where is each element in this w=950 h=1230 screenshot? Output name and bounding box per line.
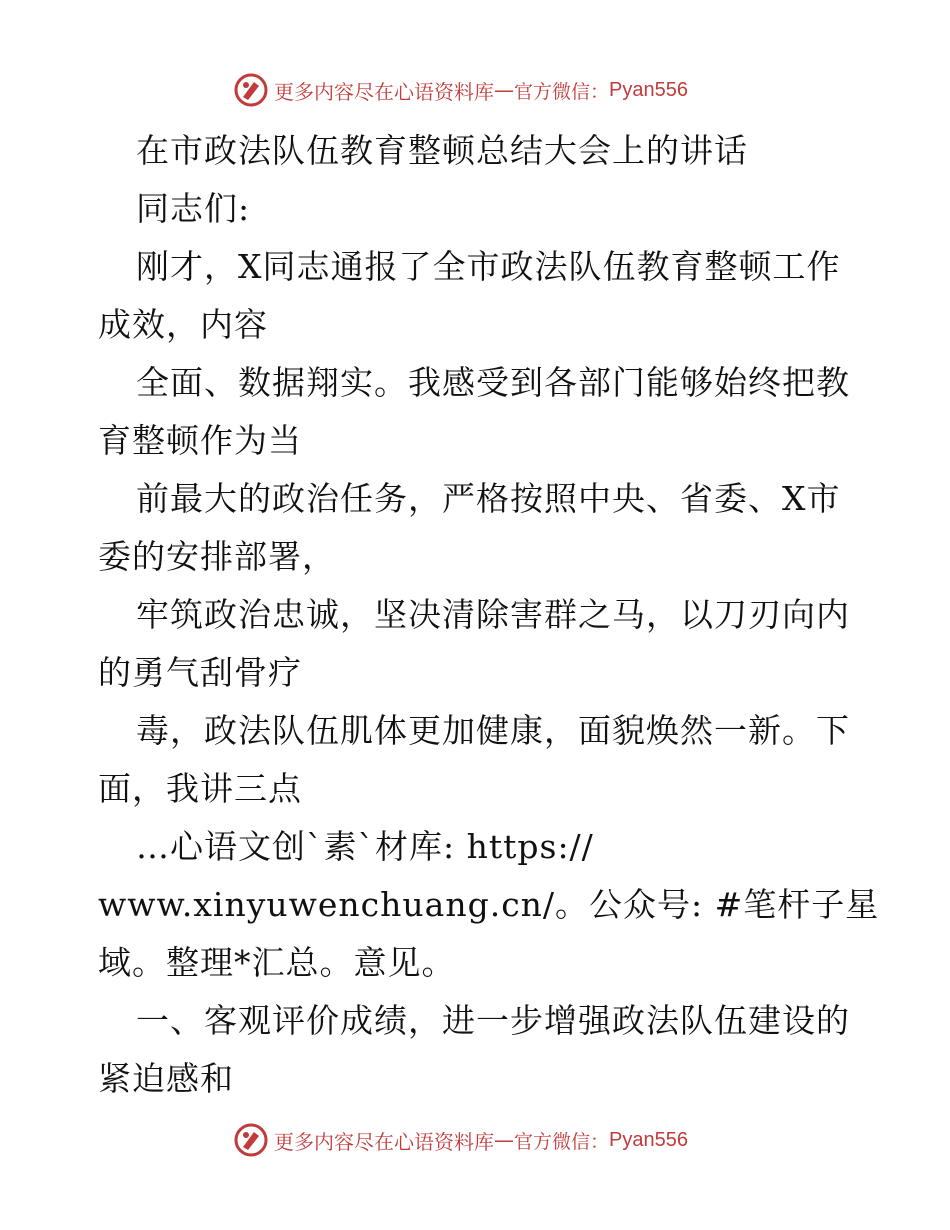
banner-wechat-label: 官方微信： <box>514 80 610 103</box>
text-line: 委的安排部署， <box>98 537 336 576</box>
text-line: 面，我讲三点 <box>98 769 302 808</box>
banner-brand: 更多内容尽在心语资料库 <box>274 1129 494 1154</box>
text-line: 域。整理*汇总。意见。 <box>98 943 456 982</box>
text-line: 刚才，X同志通报了全市政法队伍教育整顿工作 <box>136 247 841 286</box>
footer-banner <box>234 1122 688 1158</box>
banner-wechat-id: Pyan556 <box>609 1128 688 1151</box>
banner-wechat-id: Pyan556 <box>609 78 688 101</box>
banner-dash: — <box>494 1128 514 1152</box>
document-title: 在市政法队伍教育整顿总结大会上的讲话 <box>136 131 748 170</box>
brand-logo-icon <box>234 73 268 107</box>
banner-dash: — <box>494 78 514 102</box>
text-line: 育整顿作为当 <box>98 421 302 460</box>
text-line: 的勇气刮骨疗 <box>98 653 302 692</box>
text-line: 成效，内容 <box>98 305 268 344</box>
paragraph-lines <box>98 238 880 1108</box>
banner-brand: 更多内容尽在心语资料库 <box>274 79 494 104</box>
text-line: 一、客观评价成绩，进一步增强政法队伍建设的 <box>136 1001 850 1040</box>
text-line: …心语文创`素`材库: https:// <box>136 827 594 866</box>
header-banner <box>234 72 688 108</box>
document-body <box>98 122 880 1108</box>
text-line: 牢筑政治忠诚，坚决清除害群之马，以刀刃向内 <box>136 595 850 634</box>
brand-logo-icon <box>234 1123 268 1157</box>
text-line: 紧迫感和 <box>98 1059 234 1098</box>
text-line: 毒，政法队伍肌体更加健康，面貌焕然一新。下 <box>136 711 850 750</box>
text-line: 全面、数据翔实。我感受到各部门能够始终把教 <box>136 363 850 402</box>
greeting: 同志们: <box>136 189 251 228</box>
banner-wechat-label: 官方微信： <box>514 1130 610 1153</box>
text-line: 前最大的政治任务，严格按照中央、省委、X市 <box>136 479 841 518</box>
text-line: www.xinyuwenchuang.cn/。公众号: #笔杆子星 <box>98 885 880 924</box>
